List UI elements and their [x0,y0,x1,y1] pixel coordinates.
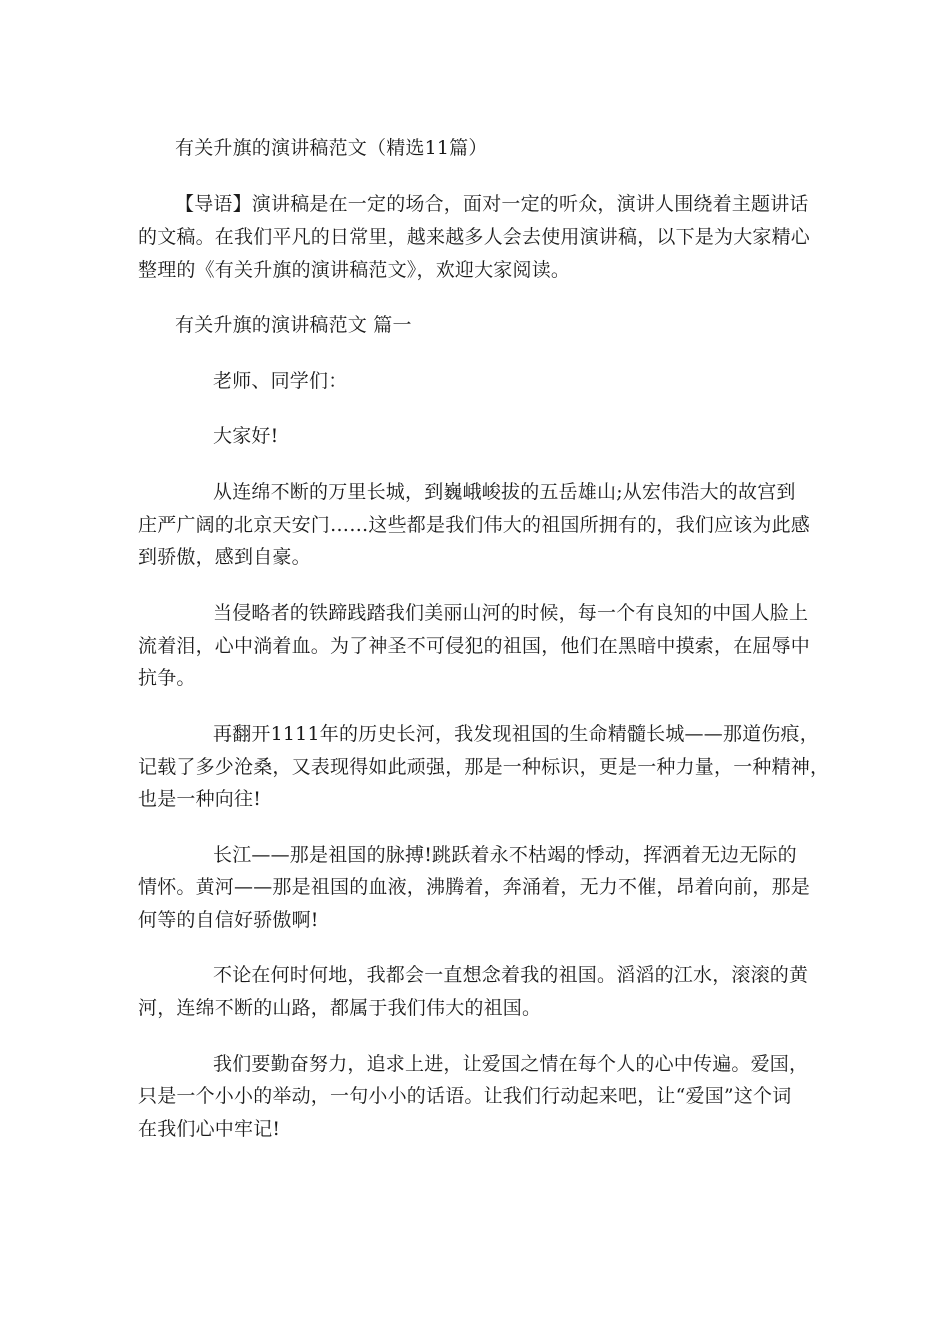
greeting: 大家好! [213,425,279,447]
intro-line-1: 【导语】演讲稿是在一定的场合，面对一定的听众，演讲人围绕着主题讲话 [175,193,809,215]
paragraph-6-line-2: 只是一个小小的举动，一句小小的话语。让我们行动起来吧，让“爱国”这个词 [138,1085,792,1107]
paragraph-3-line-2: 记载了多少沧桑，又表现得如此顽强，那是一种标识，更是一种力量，一种精神， [138,756,830,778]
paragraph-3-line-3: 也是一种向往! [138,788,262,810]
intro-line-3: 整理的《有关升旗的演讲稿范文》，欢迎大家阅读。 [138,259,571,281]
paragraph-5-line-2: 河，连绵不断的山路，都属于我们伟大的祖国。 [138,997,542,1019]
paragraph-4-line-2: 情怀。黄河——那是祖国的血液，沸腾着，奔涌着，无力不催，昂着向前，那是 [138,876,811,898]
paragraph-6-line-3: 在我们心中牢记! [138,1118,281,1140]
paragraph-4-line-3: 何等的自信好骄傲啊! [138,909,319,931]
paragraph-5-line-1: 不论在何时何地，我都会一直想念着我的祖国。滔滔的江水，滚滚的黄 [213,964,809,986]
salutation: 老师、同学们： [213,370,348,392]
paragraph-1-line-1: 从连绵不断的万里长城，到巍峨峻拔的五岳雄山;从宏伟浩大的故宫到 [213,481,796,503]
paragraph-4-line-1: 长江——那是祖国的脉搏!跳跃着永不枯竭的悸动，挥洒着无边无际的 [213,844,797,866]
section-heading: 有关升旗的演讲稿范文 篇一 [175,314,412,336]
paragraph-1-line-2: 庄严广阔的北京天安门……这些都是我们伟大的祖国所拥有的，我们应该为此感 [138,514,811,536]
paragraph-3-line-1: 再翻开1111年的历史长河，我发现祖国的生命精髓长城——那道伤痕， [213,723,819,745]
paragraph-1-line-3: 到骄傲，感到自豪。 [138,546,311,568]
paragraph-2-line-2: 流着泪，心中淌着血。为了神圣不可侵犯的祖国，他们在黑暗中摸索，在屈辱中 [138,635,811,657]
document-title: 有关升旗的演讲稿范文（精选11篇） [175,137,488,159]
paragraph-2-line-1: 当侵略者的铁蹄践踏我们美丽山河的时候，每一个有良知的中国人脸上 [213,602,809,624]
paragraph-6-line-1: 我们要勤奋努力，追求上进，让爱国之情在每个人的心中传遍。爱国， [213,1053,809,1075]
intro-line-2: 的文稿。在我们平凡的日常里，越来越多人会去使用演讲稿，以下是为大家精心 [138,226,811,248]
paragraph-2-line-3: 抗争。 [138,667,196,689]
